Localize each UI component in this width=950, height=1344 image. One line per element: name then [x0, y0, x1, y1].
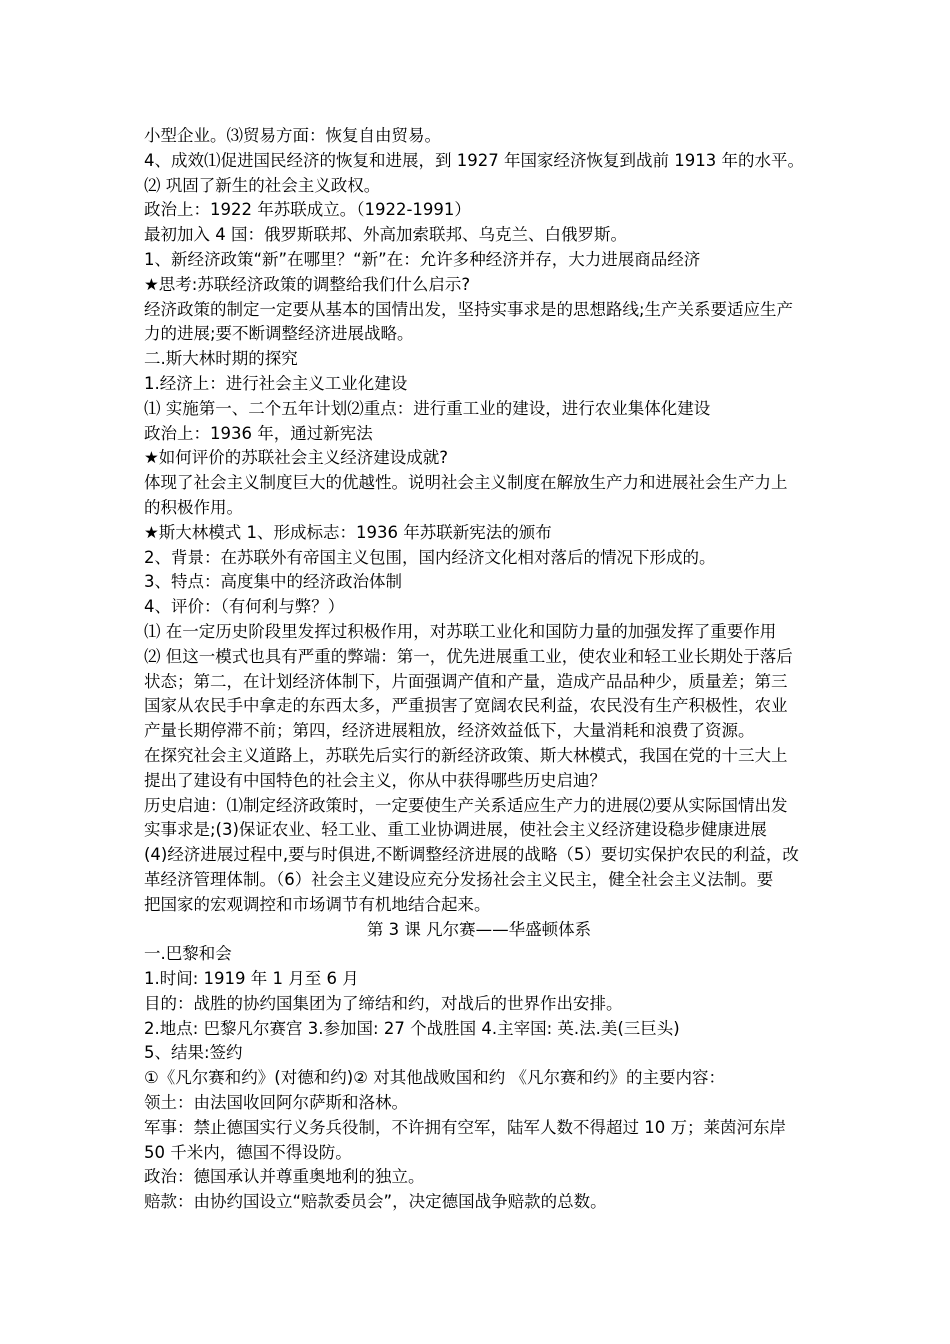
text-line: 革经济管理体制。（6）社会主义建设应充分发扬社会主义民主，健全社会主义法制。要 — [144, 869, 774, 889]
document-body — [144, 124, 814, 1215]
text-line: ★斯大林模式 1、形成标志：1936 年苏联新宪法的颁布 — [144, 522, 552, 542]
text-line: 1、新经济政策“新”在哪里？“新”在：允许多种经济并存，大力进展商品经济 — [144, 249, 701, 269]
text-line: ①《凡尔赛和约》(对德和约)② 对其他战败国和约 《凡尔赛和约》的主要内容： — [144, 1068, 725, 1088]
text-line: 1.时间: 1919 年 1 月至 6 月 — [144, 969, 359, 989]
text-line: (4)经济进展过程中,要与时俱进,不断调整经济进展的战略（5）要切实保护农民的利益，改 — [144, 845, 799, 865]
text-line: 提出了建设有中国特色的社会主义，你从中获得哪些历史启迪？ — [144, 770, 606, 790]
text-line: ⑴ 实施第一、二个五年计划⑵重点：进行重工业的建设，进行农业集体化建设 — [144, 398, 711, 418]
text-line: 在探究社会主义道路上，苏联先后实行的新经济政策、斯大林模式，我国在党的十三大上 — [144, 745, 788, 765]
text-line: 赔款：由协约国设立“赔款委员会”，决定德国战争赔款的总数。 — [144, 1192, 607, 1212]
text-line: 体现了社会主义制度巨大的优越性。说明社会主义制度在解放生产力和进展社会生产力上 — [144, 473, 788, 493]
text-line: 目的：战胜的协约国集团为了缔结和约，对战后的世界作出安排。 — [144, 993, 623, 1013]
text-line: 军事：禁止德国实行义务兵役制，不许拥有空军，陆军人数不得超过 10 万；莱茵河东岸 — [144, 1117, 786, 1137]
text-line: 的积极作用。 — [144, 497, 243, 517]
lesson-title: 第 3 课 凡尔赛——华盛顿体系 — [366, 919, 592, 939]
text-line: 1.经济上：进行社会主义工业化建设 — [144, 373, 408, 393]
text-line: 5、结果:签约 — [144, 1043, 243, 1063]
text-line: 状态；第二，在计划经济体制下，片面强调产值和产量，造成产品品种少，质量差；第三 — [144, 671, 788, 691]
text-line: 政治：德国承认并尊重奥地利的独立。 — [144, 1167, 425, 1187]
text-line: 政治上：1922 年苏联成立。（1922-1991） — [144, 200, 471, 220]
text-line: ⑵ 巩固了新生的社会主义政权。 — [144, 175, 381, 195]
text-line: 最初加入 4 国：俄罗斯联邦、外高加索联邦、乌克兰、白俄罗斯。 — [144, 225, 627, 245]
text-line: 3、特点：高度集中的经济政治体制 — [144, 572, 402, 592]
text-line: 把国家的宏观调控和市场调节有机地结合起来。 — [144, 894, 491, 914]
text-line: 国家从农民手中拿走的东西太多，严重损害了宽阔农民利益，农民没有生产积极性，农业 — [144, 696, 788, 716]
text-line: 50 千米内，德国不得设防。 — [144, 1142, 352, 1162]
text-line: 实事求是;(3)保证农业、轻工业、重工业协调进展，使社会主义经济建设稳步健康进展 — [144, 820, 767, 840]
text-line: 2.地点: 巴黎凡尔赛宫 3.参加国: 27 个战胜国 4.主宰国: 英.法.美(三巨头) — [144, 1018, 680, 1038]
text-line: 力的进展;要不断调整经济进展战略。 — [144, 324, 414, 344]
text-line: 政治上：1936 年，通过新宪法 — [144, 423, 373, 443]
text-line: 领土：由法国收回阿尔萨斯和洛林。 — [144, 1093, 408, 1113]
text-line: ⑴ 在一定历史阶段里发挥过积极作用，对苏联工业化和国防力量的加强发挥了重要作用 — [144, 621, 777, 641]
text-line: ★思考:苏联经济政策的调整给我们什么启示? — [144, 274, 471, 294]
text-line: ★如何评价的苏联社会主义经济建设成就? — [144, 448, 449, 468]
text-line: 小型企业。⑶贸易方面：恢复自由贸易。 — [144, 126, 441, 145]
section-heading: 一.巴黎和会 — [144, 944, 232, 964]
section-heading: 二.斯大林时期的探究 — [144, 349, 298, 369]
text-line: 4、评价：（有何利与弊？） — [144, 597, 345, 617]
text-line: ⑵ 但这一模式也具有严重的弊端：第一，优先进展重工业，使农业和轻工业长期处于落后 — [144, 646, 793, 666]
text-line: 2、背景：在苏联外有帝国主义包围，国内经济文化相对落后的情况下形成的。 — [144, 547, 716, 567]
text-line: 历史启迪：⑴制定经济政策时，一定要使生产关系适应生产力的进展⑵要从实际国情出发 — [144, 795, 788, 815]
text-line: 产量长期停滞不前；第四，经济进展粗放，经济效益低下，大量消耗和浪费了资源。 — [144, 721, 755, 741]
text-line: 经济政策的制定一定要从基本的国情出发，坚持实事求是的思想路线;生产关系要适应生产 — [144, 299, 794, 319]
text-line: 4、成效⑴促进国民经济的恢复和进展，到 1927 年国家经济恢复到战前 1913 年的水平。 — [144, 150, 804, 170]
